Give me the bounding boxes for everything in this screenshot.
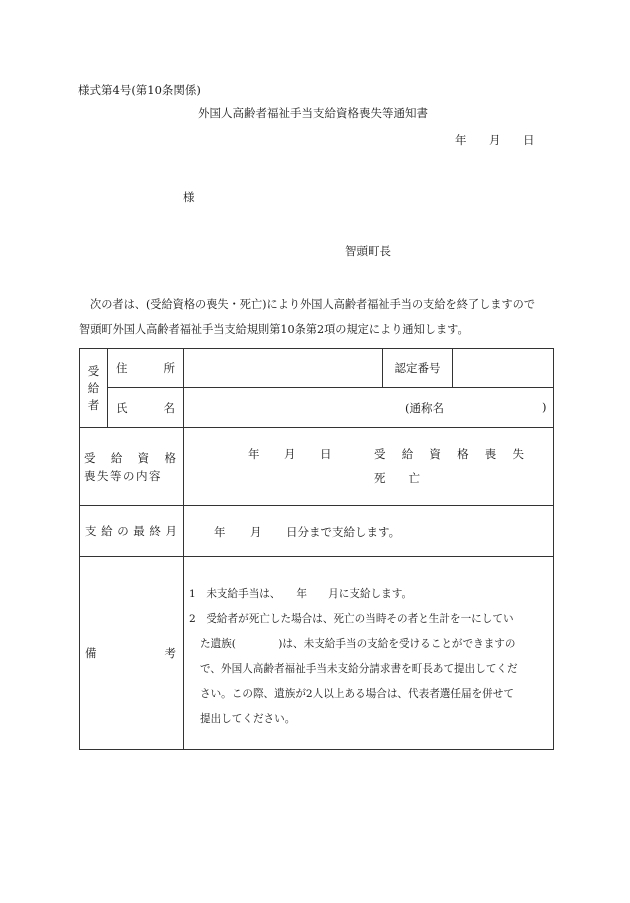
remark-line-2: 2 受給者が死亡した場合は、死亡の当時その者と生計を一にしてい [189, 613, 514, 625]
intro-line-2: 智頭町外国人高齢者福祉手当支給規則第10条第2項の規定により通知します。 [79, 323, 469, 336]
document-title: 外国人高齢者福祉手当支給資格喪失等通知書 [198, 106, 428, 120]
loss-label-char-1: 受 [84, 450, 96, 465]
loss-reason-char-1: 受 [374, 447, 386, 461]
name-label-cell [108, 388, 184, 428]
loss-reason-char-3: 資 [429, 447, 441, 461]
remarks-value-cell[interactable] [184, 557, 554, 750]
date-year-label: 年 [455, 133, 467, 147]
cert-number-label: 認定番号 [394, 361, 441, 375]
final-month-label-char-6: 月 [165, 524, 177, 538]
address-value-cell[interactable] [184, 349, 383, 388]
address-label-char-1: 住 [116, 361, 128, 375]
final-month-label-char-3: の [117, 524, 129, 538]
final-month-value-cell[interactable] [184, 506, 554, 557]
loss-content-value-cell[interactable] [184, 428, 554, 506]
alias-open: (通称名 [405, 401, 444, 415]
recipient-char-1: 受 [87, 363, 100, 378]
remark-line-5: さい。この際、遺族が2人以上ある場合は、代表者選任届を併せて [200, 688, 514, 700]
alias-close: ) [542, 400, 547, 414]
loss-label-line-2: 喪失等の内容 [84, 468, 162, 483]
final-month-label-char-2: 給 [101, 524, 113, 538]
final-month-month: 月 [250, 525, 262, 539]
remark-line-4: で、外国人高齢者福祉手当未支給分請求書を町長あて提出してくだ [200, 663, 518, 675]
final-month-label-char-5: 終 [149, 524, 161, 538]
final-month-year: 年 [214, 525, 226, 539]
remarks-label-char-1: 備 [85, 646, 97, 660]
remarks-label-char-2: 考 [164, 646, 176, 660]
loss-reason-char-2: 給 [401, 447, 414, 461]
addressee-honorific: 様 [183, 190, 195, 204]
date-day-label: 日 [523, 133, 535, 147]
cert-number-value-cell[interactable] [453, 349, 554, 388]
loss-label-char-3: 資 [137, 450, 150, 465]
remarks-label-cell [80, 557, 184, 750]
loss-content-label-cell [80, 428, 184, 506]
date-month-label: 月 [489, 133, 501, 147]
address-label-cell [108, 349, 184, 388]
loss-label-char-2: 給 [110, 450, 123, 465]
final-month-label-cell [80, 506, 184, 557]
loss-date-month: 月 [284, 447, 296, 461]
form-number: 様式第4号(第10条関係) [78, 83, 201, 97]
loss-reason-char-5: 喪 [484, 447, 497, 461]
cert-number-label-cell [383, 349, 453, 388]
name-value-cell[interactable] [184, 388, 554, 428]
recipient-label-cell [80, 349, 108, 428]
loss-date-day: 日 [320, 447, 332, 461]
loss-reason-line-1 [374, 446, 524, 462]
loss-reason-char-4: 格 [457, 447, 469, 461]
recipient-char-2: 給 [87, 380, 100, 395]
remark-line-6: 提出してください。 [200, 713, 296, 725]
final-month-label-char-1: 支 [85, 524, 97, 538]
loss-reason-death: 死 亡 [374, 471, 420, 485]
loss-date-year: 年 [248, 447, 260, 461]
final-month-text: 日分まで支給します。 [286, 525, 401, 539]
intro-line-1: 次の者は、(受給資格の喪失・死亡)により外国人高齢者福祉手当の支給を終了しますので [90, 298, 536, 311]
recipient-char-3: 者 [87, 397, 100, 412]
final-month-label-char-4: 最 [133, 524, 145, 538]
name-label-char-2: 名 [163, 400, 175, 415]
name-label-char-1: 氏 [116, 400, 128, 415]
notice-form-table [79, 348, 554, 750]
issuer-name: 智頭町長 [345, 244, 391, 258]
remark-line-3: た遺族( )は、未支給手当の支給を受けることができますの [200, 638, 516, 650]
remark-line-1: 1 未支給手当は、 年 月に支給します。 [189, 588, 413, 600]
loss-label-char-4: 格 [164, 450, 176, 465]
loss-reason-char-6: 失 [512, 447, 524, 461]
address-label-char-2: 所 [163, 361, 175, 375]
